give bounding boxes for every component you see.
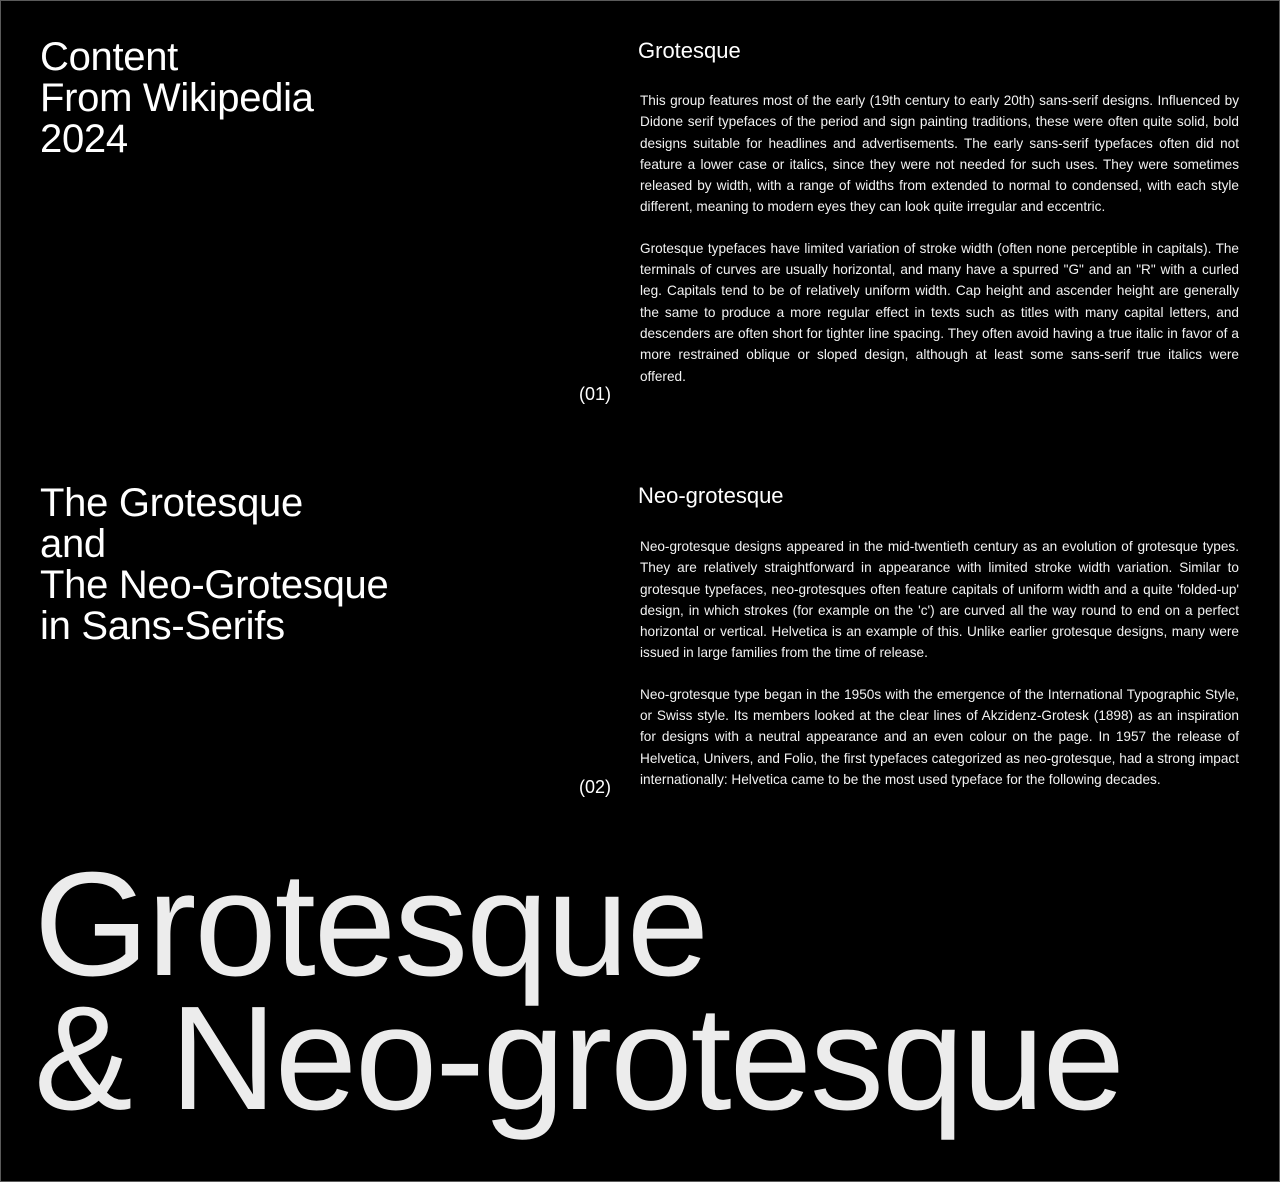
section-title-grotesque: Grotesque [638,38,741,63]
section-heading [40,483,388,647]
section-index: (02) [579,777,612,797]
paragraph: Neo-grotesque type began in the 1950s with the emergence of the International Typographic Style, or Swiss style. Its members looked at the clear lines of Akzidenz-Grotesk (1898) as an inspiration for designs with a neutral appearance and an even colour on the page. In 1957 the release of Helvetica, Univers, and Folio, the first typefaces categorized as neo-grotesque, had a strong impact internationally: Helvetica came to be the most used typeface for the following decades. [640,686,1239,787]
heading-line: Content [40,35,178,79]
paragraph: Grotesque typefaces have limited variation of stroke width (often none perceptible in capitals). The terminals of curves are usually horizontal, and many have a spurred "G" and an "R" with a curled leg. Capitals tend to be of relatively uniform width. Cap height and ascender height are generally the same to produce a more regular effect in texts such as titles with many capital letters, and descenders are often short for tighter line spacing. They often avoid having a true italic in favor of a more restrained oblique or sloped design, although at least some sans-serif true italics were offered. [640,240,1239,384]
paragraph: Neo-grotesque designs appeared in the mid-twentieth century as an evolution of grotesque types. They are relatively straightforward in appearance with limited stroke width variation. Similar to grotesque typefaces, neo-grotesques often feature capitals of uniform width and a quite 'folded-up' design, in which strokes (for example on the 'c') are curved all the way round to end on a perfect horizontal or vertical. Helvetica is an example of this. Unlike earlier grotesque designs, many were issued in large families from the time of release. [640,539,1239,661]
heading-line: in Sans-Serifs [40,604,285,648]
paragraph: This group features most of the early (19th century to early 20th) sans-serif designs. Influenced by Didone serif typefaces of the period and sign painting traditions, these were often quite solid, bold designs suitable for headlines and advertisements. The early sans-serif typefaces often did not feature a lower case or italics, since they were not needed for such uses. They were sometimes released by width, with a range of widths from extended to normal to condensed, with each style different, meaning to modern eyes they can look quite irregular and eccentric. [640,93,1239,215]
display-line: & Neo-grotesque [34,976,1123,1141]
display-title [34,842,1123,1141]
section-index: (01) [579,384,612,404]
page-heading [40,37,314,160]
section-body-neo-grotesque [640,536,1239,810]
heading-line: The Neo-Grotesque [40,563,389,607]
heading-line: From Wikipedia [40,76,314,120]
heading-line: and [40,522,106,566]
heading-line: 2024 [40,117,128,161]
section-title-neo-grotesque: Neo-grotesque [638,483,784,508]
heading-line: The Grotesque [40,481,303,525]
display-line: Grotesque [34,842,708,1007]
section-body-grotesque [640,90,1239,407]
